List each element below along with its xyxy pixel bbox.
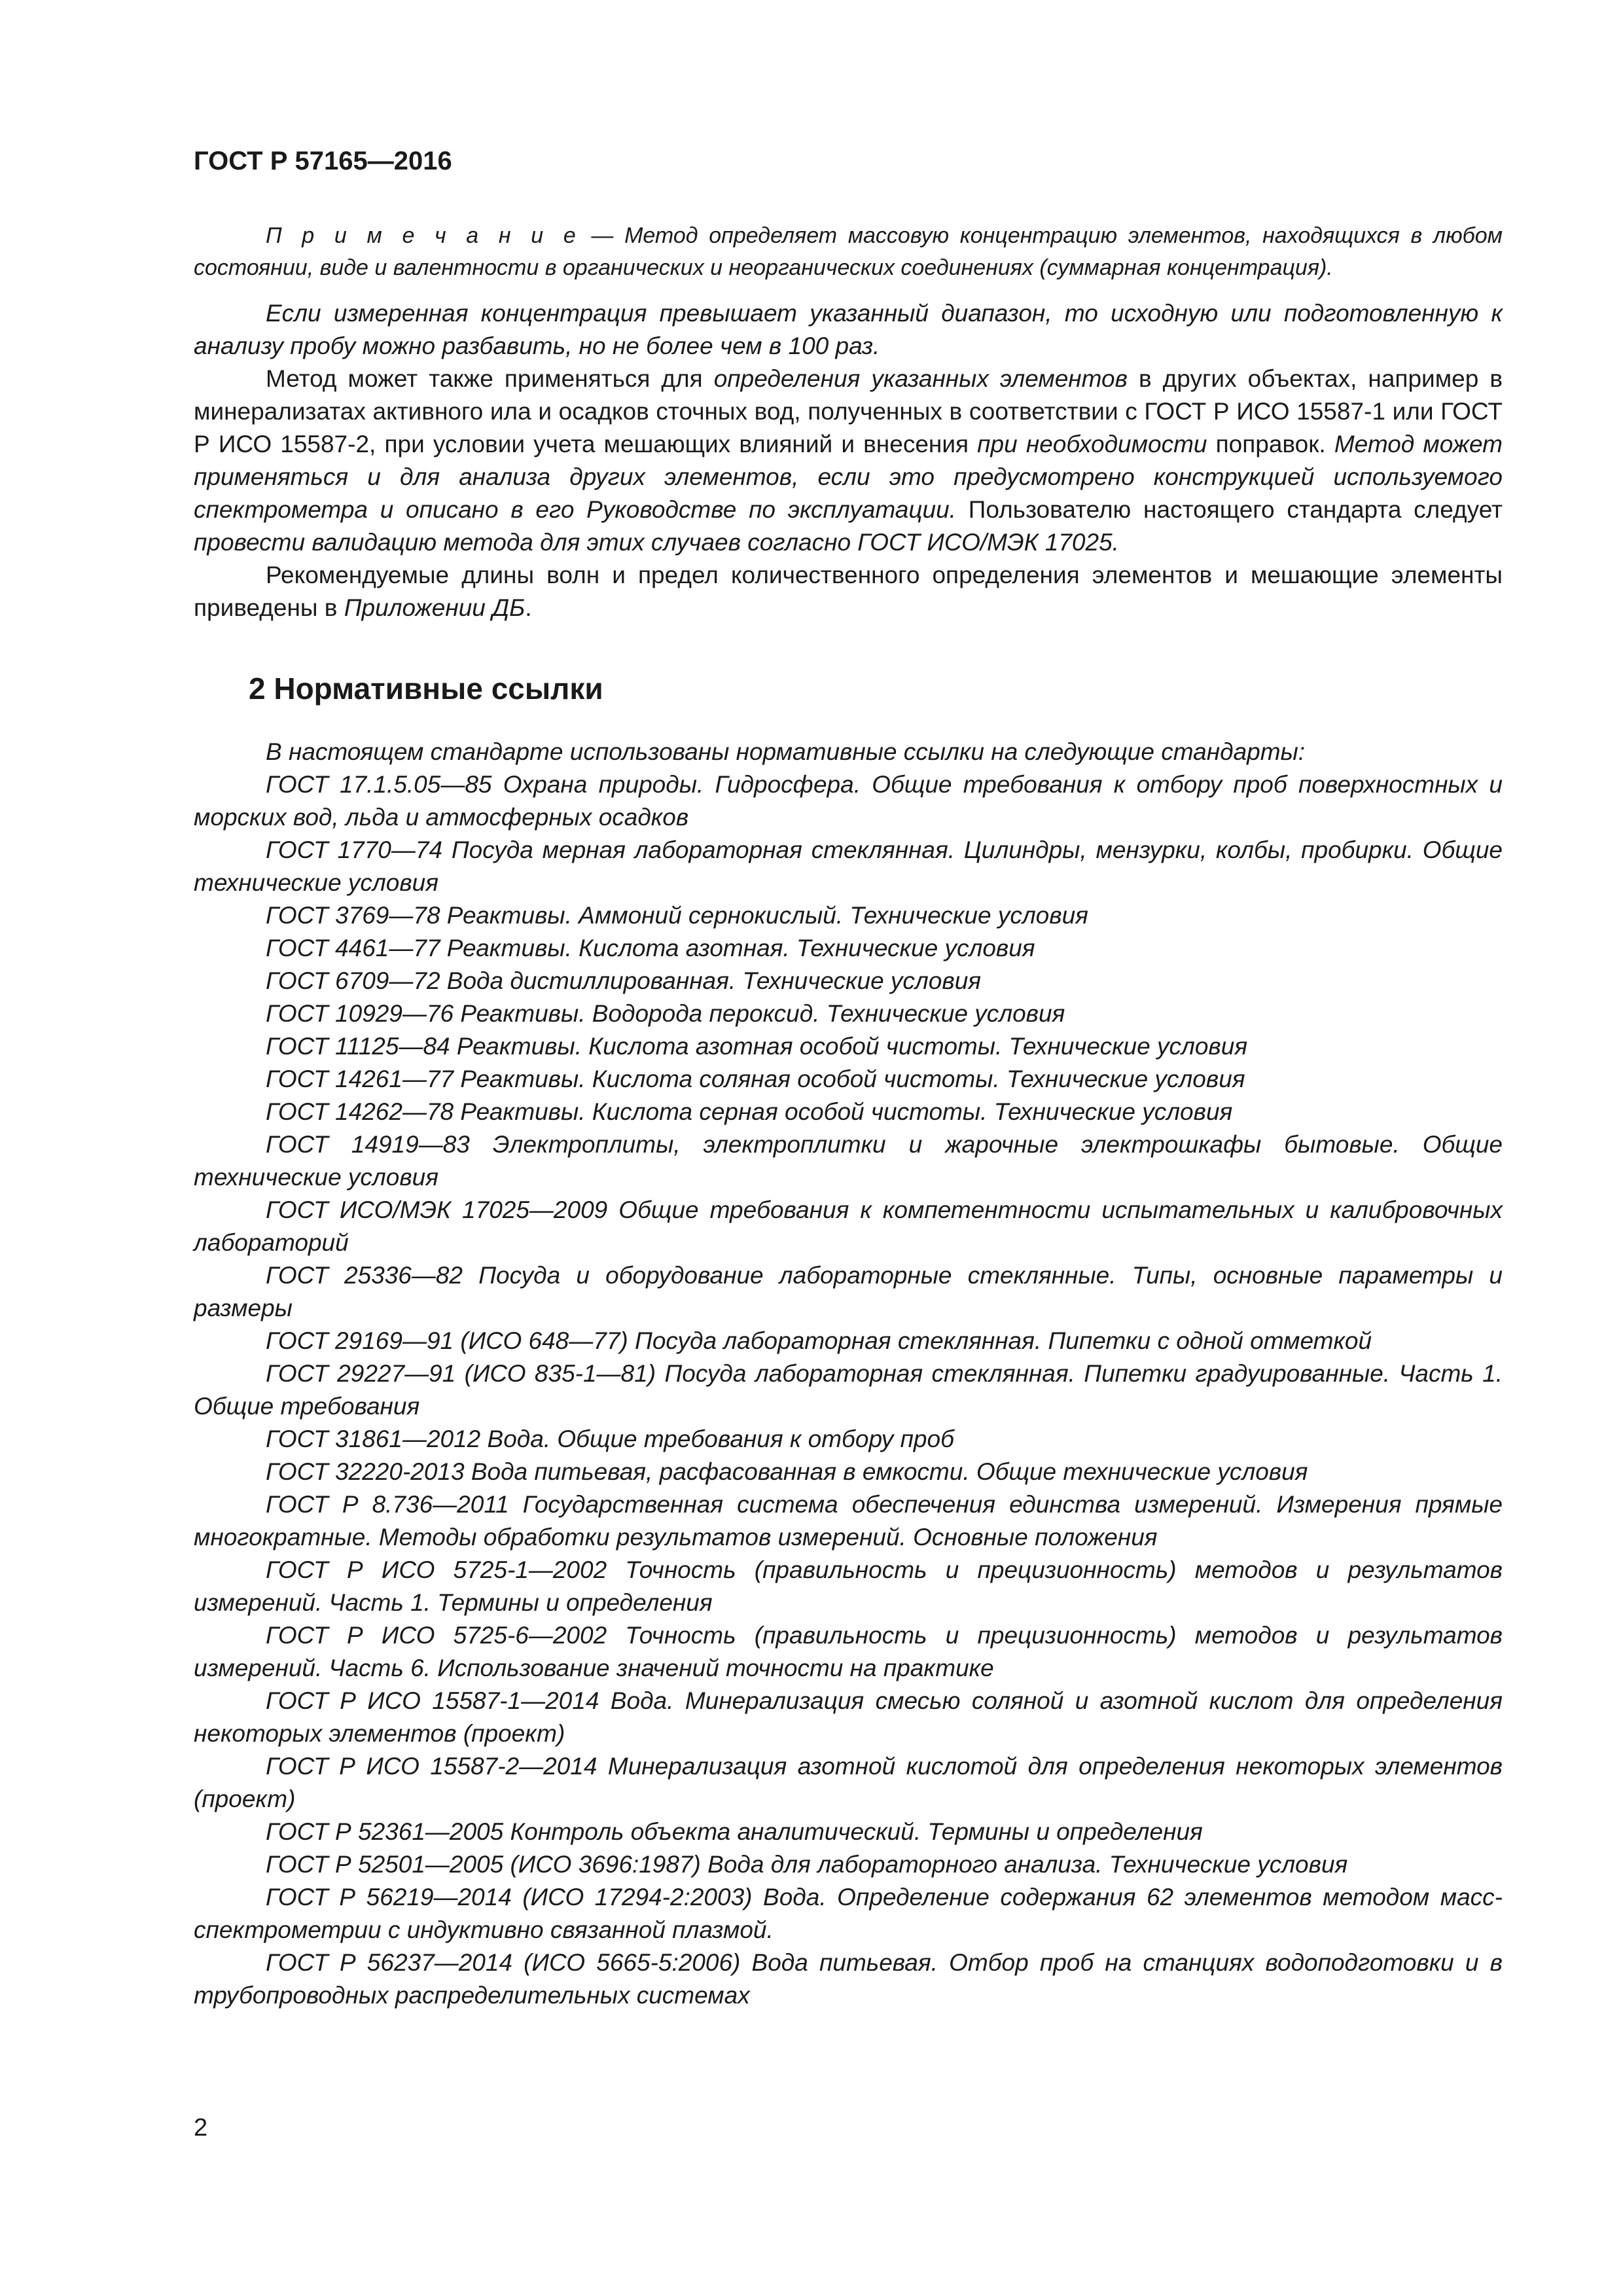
reference-item: ГОСТ 1770—74 Посуда мерная лабораторная стеклянная. Цилиндры, мензурки, колбы, пробирки. Общие технические условия	[194, 836, 1503, 896]
text-run: в других объектах, например в минерализатах активного ила и осадков сточных вод, полученных в соответствии с ГОСТ Р ИСО 15587-1 или ГОСТ Р ИСО 15587-2, при условии учета мешающих влияний и внесения	[194, 365, 1503, 457]
document-page	[194, 143, 1503, 2012]
reference-item: ГОСТ Р 56237—2014 (ИСО 5665-5:2006) Вода питьевая. Отбор проб на станциях водоподготовки и в трубопроводных распределительных системах	[194, 1949, 1503, 2009]
text-run-italic: при необходимости	[977, 431, 1207, 457]
text-run: Метод может также применяться для	[266, 365, 714, 392]
paragraph-wavelengths	[194, 559, 1503, 624]
note-text: — Метод определяет массовую концентрацию элементов, находящихся в любом состоянии, виде и валентности в органических и неорганических соединениях (суммарная концентрация).	[194, 223, 1503, 280]
reference-item: ГОСТ Р 8.736—2011 Государственная система обеспечения единства измерений. Измерения прямые многократные. Методы обработки результатов измерений. Основные положения	[194, 1491, 1503, 1551]
reference-item: ГОСТ 25336—82 Посуда и оборудование лабораторные стеклянные. Типы, основные параметры и размеры	[194, 1262, 1503, 1321]
text-run: .	[525, 594, 532, 621]
paragraph-dilution: Если измеренная концентрация превышает указанный диапазон, то исходную или подготовленную к анализу пробу можно разбавить, но не более чем в 100 раз.	[194, 300, 1503, 359]
reference-item: ГОСТ 4461—77 Реактивы. Кислота азотная. Технические условия	[266, 935, 1035, 961]
reference-intro: В настоящем стандарте использованы нормативные ссылки на следующие стандарты:	[266, 738, 1306, 765]
paragraph-scope	[194, 363, 1503, 559]
reference-item: ГОСТ 10929—76 Реактивы. Водорода пероксид. Технические условия	[266, 1000, 1065, 1027]
document-header: ГОСТ Р 57165—2016	[194, 147, 452, 175]
text-run: поправок.	[1207, 431, 1334, 457]
reference-item: ГОСТ Р ИСО 15587-1—2014 Вода. Минерализация смесью соляной и азотной кислот для определения некоторых элементов (проект)	[194, 1687, 1503, 1747]
reference-item: ГОСТ Р ИСО 5725-1—2002 Точность (правильность и прецизионность) методов и результатов измерений. Часть 1. Термины и определения	[194, 1556, 1503, 1616]
reference-item: ГОСТ 6709—72 Вода дистиллированная. Технические условия	[266, 967, 982, 994]
reference-list	[194, 736, 1503, 2012]
text-run: Пользователю настоящего стандарта следует	[955, 496, 1503, 523]
text-run: Рекомендуемые длины волн и предел количественного определения элементов и мешающие элементы приведены в	[194, 562, 1503, 621]
reference-item: ГОСТ 29227—91 (ИСО 835-1—81) Посуда лабораторная стеклянная. Пипетки градуированные. Часть 1. Общие требования	[194, 1360, 1503, 1420]
reference-item: ГОСТ 31861—2012 Вода. Общие требования к отбору проб	[266, 1426, 954, 1452]
reference-item: ГОСТ 32220-2013 Вода питьевая, расфасованная в емкости. Общие технические условия	[266, 1458, 1308, 1485]
note-paragraph	[194, 220, 1503, 284]
text-run-italic: Метод может применяться и для анализа других элементов, если это предусмотрено конструкцией используемого спектрометра и описано в его Руководстве по эксплуатации.	[194, 431, 1503, 523]
reference-item: ГОСТ 17.1.5.05—85 Охрана природы. Гидросфера. Общие требования к отбору проб поверхностных и морских вод, льда и атмосферных осадков	[194, 771, 1503, 831]
text-run-italic: провести валидацию метода для этих случаев согласно ГОСТ ИСО/МЭК 17025.	[194, 529, 1119, 556]
reference-item: ГОСТ Р ИСО 15587-2—2014 Минерализация азотной кислотой для определения некоторых элементов (проект)	[194, 1753, 1503, 1812]
reference-item: ГОСТ 29169—91 (ИСО 648—77) Посуда лабораторная стеклянная. Пипетки с одной отметкой	[266, 1327, 1372, 1354]
reference-item: ГОСТ 14261—77 Реактивы. Кислота соляная особой чистоты. Технические условия	[266, 1066, 1245, 1092]
reference-item: ГОСТ 3769—78 Реактивы. Аммоний сернокислый. Технические условия	[266, 902, 1088, 929]
page-number: 2	[194, 2114, 208, 2142]
section-heading: 2 Нормативные ссылки	[249, 672, 603, 706]
reference-item: ГОСТ Р 52361—2005 Контроль объекта аналитический. Термины и определения	[266, 1818, 1203, 1845]
text-run-italic: определения указанных элементов	[713, 365, 1128, 392]
appendix-reference: Приложении ДБ	[344, 594, 526, 621]
reference-item: ГОСТ Р 56219—2014 (ИСО 17294-2:2003) Вода. Определение содержания 62 элементов методом масс-спектрометрии с индуктивно связанной плазмой.	[194, 1884, 1503, 1943]
reference-item: ГОСТ Р ИСО 5725-6—2002 Точность (правильность и прецизионность) методов и результатов измерений. Часть 6. Использование значений точности на практике	[194, 1622, 1503, 1681]
reference-item: ГОСТ 14262—78 Реактивы. Кислота серная особой чистоты. Технические условия	[266, 1098, 1233, 1125]
reference-item: ГОСТ 14919—83 Электроплиты, электроплитки и жарочные электрошкафы бытовые. Общие технические условия	[194, 1131, 1503, 1191]
reference-item: ГОСТ 11125—84 Реактивы. Кислота азотная особой чистоты. Технические условия	[266, 1033, 1248, 1060]
reference-item: ГОСТ ИСО/МЭК 17025—2009 Общие требования к компетентности испытательных и калибровочных лабораторий	[194, 1196, 1503, 1256]
note-label: П р и м е ч а н и е	[266, 223, 580, 248]
reference-item: ГОСТ Р 52501—2005 (ИСО 3696:1987) Вода для лабораторного анализа. Технические условия	[266, 1851, 1348, 1878]
